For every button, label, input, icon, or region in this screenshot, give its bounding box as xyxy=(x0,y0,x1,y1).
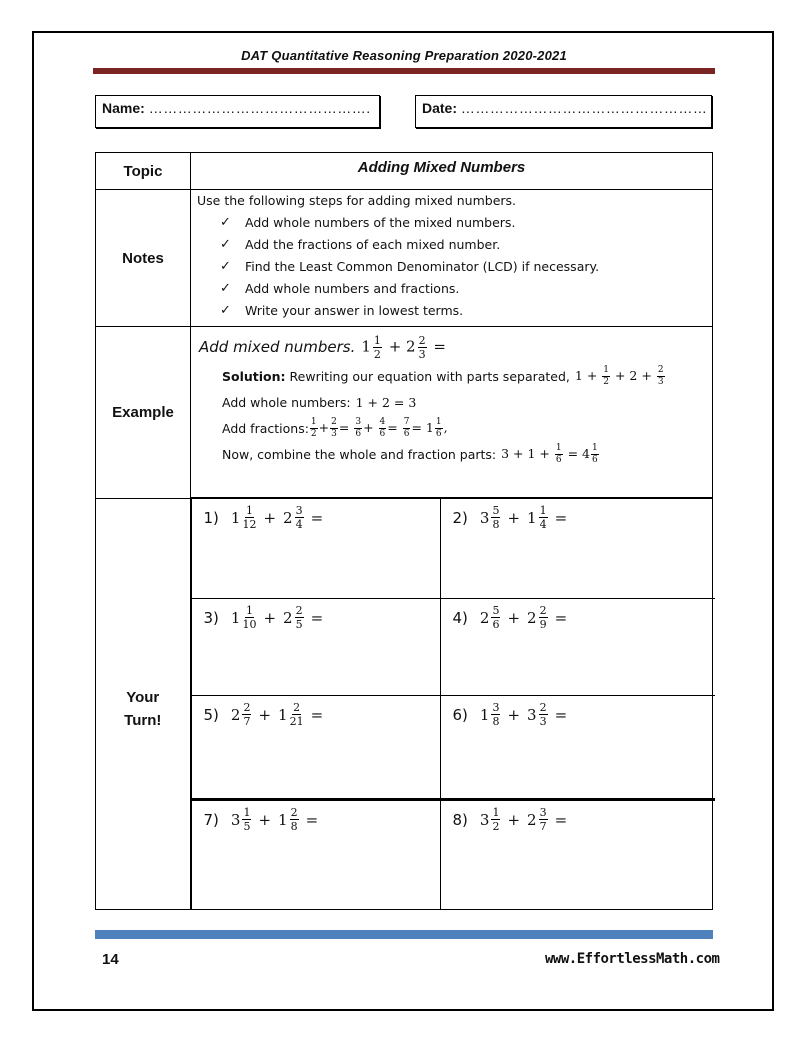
checkmark-icon: ✓ xyxy=(220,237,231,252)
problem-cell-7[interactable] xyxy=(192,799,441,909)
example-content xyxy=(191,327,713,499)
problem-expression: 7) 3 $\frac{1}{5}$ + 1 $\frac{2}{8}$ = xyxy=(203,806,319,833)
problem-cell-3[interactable] xyxy=(192,599,441,696)
your-turn-row xyxy=(96,498,713,910)
note-item: ✓ Add whole numbers of the mixed numbers. xyxy=(197,212,712,234)
problem-number: 2) xyxy=(452,508,468,527)
date-label: Date: xyxy=(422,100,458,116)
note-item: ✓ Add the fractions of each mixed number. xyxy=(197,234,712,256)
problem-number: 3) xyxy=(203,608,219,627)
your-turn-label: Your Turn! xyxy=(96,498,191,910)
problem-number: 4) xyxy=(452,608,468,627)
problem-expression: 3) 1 $\frac{1}{10}$ + 2 $\frac{2}{5}$ = xyxy=(203,604,324,631)
example-label: Example xyxy=(96,327,191,499)
name-field[interactable] xyxy=(95,95,380,128)
date-dots: …………………………………………… xyxy=(460,100,708,116)
topic-label: Topic xyxy=(96,153,191,190)
notes-intro: Use the following steps for adding mixed numbers. xyxy=(197,193,517,208)
problem-cell-6[interactable] xyxy=(441,696,715,799)
topic-row xyxy=(96,153,713,190)
topic-title: Adding Mixed Numbers xyxy=(357,159,526,176)
problem-number: 1) xyxy=(203,508,219,527)
problem-cell-2[interactable] xyxy=(441,499,715,599)
problem-cell-4[interactable] xyxy=(441,599,715,696)
problem-number: 7) xyxy=(203,810,219,829)
problem-number: 5) xyxy=(203,705,219,724)
problem-expression: 6) 1 $\frac{3}{8}$ + 3 $\frac{2}{3}$ = xyxy=(452,701,568,728)
problem-expression: 8) 3 $\frac{1}{2}$ + 2 $\frac{3}{7}$ = xyxy=(452,806,568,833)
example-expression: 1 $\frac{1}{2}$ + 2 $\frac{2}{3}$ = xyxy=(361,333,446,361)
example-whole-line: Add whole numbers: 1 + 2 = 3 xyxy=(222,394,417,410)
checkmark-icon: ✓ xyxy=(220,303,231,318)
worksheet-table xyxy=(95,152,713,910)
note-item: ✓ Write your answer in lowest terms. xyxy=(197,300,712,322)
notes-content xyxy=(191,190,713,327)
notes-label: Notes xyxy=(96,190,191,327)
example-heading: Add mixed numbers. 1 $\frac{1}{2}$ + 2 $\frac{2}{3}$ = xyxy=(199,333,446,361)
problem-number: 8) xyxy=(452,810,468,829)
problem-number: 6) xyxy=(452,705,468,724)
name-dots: ………………………………………. xyxy=(148,100,371,116)
checkmark-icon: ✓ xyxy=(220,215,231,230)
header-title: DAT Quantitative Reasoning Preparation 2020-2021 xyxy=(241,48,567,63)
problem-grid xyxy=(192,499,713,909)
date-field[interactable] xyxy=(415,95,712,128)
example-fraction-line: Add fractions: $\frac{1}{2}$ + $\frac{2}{3}$ = $\frac{3}{6}$ + $\frac{4}{6}$ = $\frac{7}{6}$ = 1 $\frac{1}{6}$ , xyxy=(222,416,448,439)
example-row xyxy=(96,327,713,499)
solution-expression: 1 + $\frac{1}{2}$ + 2 + $\frac{2}{3}$ xyxy=(574,364,664,387)
footer-rule xyxy=(95,930,713,939)
website-link[interactable]: www.EffortlessMath.com xyxy=(545,951,720,967)
problem-cell-1[interactable] xyxy=(192,499,441,599)
fraction-expression: $\frac{1}{2}$ + $\frac{2}{3}$ = $\frac{3}{6}$ + $\frac{4}{6}$ = $\frac{7}{6}$ = 1 $\frac{1}{6}$ , xyxy=(310,416,448,439)
example-combine-line: Now, combine the whole and fraction parts: 3 + 1 + $\frac{1}{6}$ = 4 $\frac{1}{6}$ xyxy=(222,442,598,465)
page-number: 14 xyxy=(102,951,119,968)
problem-cell-8[interactable] xyxy=(441,799,715,909)
problem-cell-5[interactable] xyxy=(192,696,441,799)
note-item: ✓ Add whole numbers and fractions. xyxy=(197,278,712,300)
note-item: ✓ Find the Least Common Denominator (LCD) if necessary. xyxy=(197,256,712,278)
problem-expression: 4) 2 $\frac{5}{6}$ + 2 $\frac{2}{9}$ = xyxy=(452,604,568,631)
checkmark-icon: ✓ xyxy=(220,259,231,274)
checkmark-icon: ✓ xyxy=(220,281,231,296)
problem-expression: 2) 3 $\frac{5}{8}$ + 1 $\frac{1}{4}$ = xyxy=(452,504,568,531)
header-rule xyxy=(93,68,715,74)
problem-expression: 5) 2 $\frac{2}{7}$ + 1 $\frac{2}{21}$ = xyxy=(203,701,324,728)
name-label: Name: xyxy=(102,100,145,116)
combine-expression: 3 + 1 + $\frac{1}{6}$ = 4 $\frac{1}{6}$ xyxy=(501,442,598,465)
example-solution-line: Solution: Rewriting our equation with parts separated, 1 + $\frac{1}{2}$ + 2 + $\frac{2}{3}$ xyxy=(222,364,664,387)
notes-row xyxy=(96,190,713,327)
problem-expression: 1) 1 $\frac{1}{12}$ + 2 $\frac{3}{4}$ = xyxy=(203,504,324,531)
